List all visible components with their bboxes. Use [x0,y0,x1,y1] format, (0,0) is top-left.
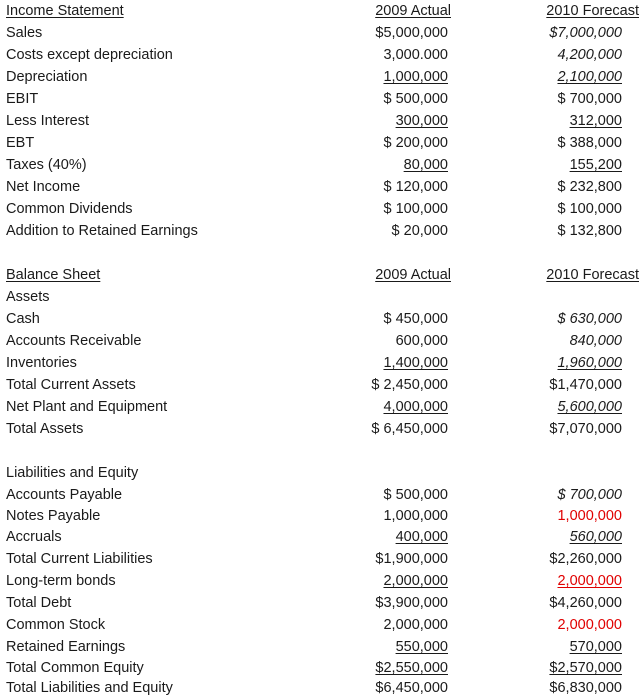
forecast-value: 560,000 [569,529,622,545]
forecast-value: $2,570,000 [549,660,622,676]
actual-value: $6,450,000 [375,680,448,696]
row-label: Common Dividends [6,201,133,217]
forecast-value: $7,070,000 [549,421,622,437]
row-label: Accruals [6,529,62,545]
row-label: Cash [6,311,40,327]
row-label: Total Current Liabilities [6,551,153,567]
income-row-taxes [0,154,642,176]
forecast-value: $ 100,000 [557,201,622,217]
forecast-value: 312,000 [569,113,622,129]
assets-heading: Assets [6,289,50,305]
actual-value: 2,000,000 [383,617,448,633]
actual-value: 1,000,000 [383,69,448,85]
income-row-interest [0,110,642,132]
liab-row-total-common-equity [0,657,642,679]
forecast-value: 2,000,000 [557,617,622,633]
income-row-dividends [0,198,642,220]
row-label: EBT [6,135,35,151]
asset-row-total-assets [0,418,642,440]
row-label: Accounts Receivable [6,333,142,349]
row-label: Less Interest [6,113,90,129]
row-label: Total Liabilities and Equity [6,680,173,696]
actual-value: $2,550,000 [375,660,448,676]
liab-row-accruals [0,526,642,548]
liabilities-heading: Liabilities and Equity [6,465,139,481]
row-label: Net Plant and Equipment [6,399,168,415]
row-label: Common Stock [6,617,106,633]
balance-sheet-header-row [0,264,642,286]
forecast-value: $7,000,000 [549,25,622,41]
actual-value: $ 20,000 [391,223,448,239]
actual-value: $ 6,450,000 [371,421,448,437]
income-row-sales [0,22,642,44]
forecast-value: 570,000 [569,639,622,655]
income-row-retained-addition [0,220,642,242]
actual-value: $3,900,000 [375,595,448,611]
forecast-value: 5,600,000 [557,399,622,415]
asset-row-total-current [0,374,642,396]
actual-value: 1,400,000 [383,355,448,371]
forecast-value: $ 700,000 [557,91,622,107]
liab-row-common-stock [0,614,642,636]
income-statement-header-row [0,0,642,22]
actual-value: $ 500,000 [383,487,448,503]
actual-value: $ 450,000 [383,311,448,327]
forecast-value: $2,260,000 [549,551,622,567]
forecast-value: 4,200,000 [557,47,622,63]
liab-row-total-debt [0,592,642,614]
row-label: Sales [6,25,43,41]
forecast-value: $ 700,000 [557,487,622,503]
forecast-value: 2,000,000 [557,573,622,589]
row-label: Taxes (40%) [6,157,87,173]
actual-value: 300,000 [395,113,448,129]
actual-value: 2,000,000 [383,573,448,589]
actual-value: $ 100,000 [383,201,448,217]
row-label: Total Common Equity [6,660,144,676]
asset-row-inventories [0,352,642,374]
actual-value: $1,900,000 [375,551,448,567]
actual-value: 550,000 [395,639,448,655]
row-label: Inventories [6,355,77,371]
income-col-2010-header: 2010 Forecast [546,3,639,19]
row-label: Costs except depreciation [6,47,173,63]
row-label: Total Current Assets [6,377,136,393]
row-label: Long-term bonds [6,573,116,589]
income-statement-title: Income Statement [6,3,124,19]
liab-row-total-current [0,548,642,570]
liabilities-heading-row [0,462,642,484]
row-label: Net Income [6,179,81,195]
row-label: Notes Payable [6,508,101,524]
forecast-value: $ 630,000 [557,311,622,327]
asset-row-receivables [0,330,642,352]
actual-value: 400,000 [395,529,448,545]
assets-heading-row [0,286,642,308]
income-row-ebt [0,132,642,154]
balance-sheet-title: Balance Sheet [6,267,101,283]
forecast-value: $6,830,000 [549,680,622,696]
actual-value: 1,000,000 [383,508,448,524]
row-label: Addition to Retained Earnings [6,223,198,239]
forecast-value: $4,260,000 [549,595,622,611]
liab-row-accounts-payable [0,484,642,506]
asset-row-net-plant [0,396,642,418]
income-row-net-income [0,176,642,198]
liab-row-notes-payable [0,505,642,527]
actual-value: 3,000.000 [383,47,448,63]
forecast-value: $ 388,000 [557,135,622,151]
forecast-value: 1,000,000 [557,508,622,524]
asset-row-cash [0,308,642,330]
forecast-value: $ 132,800 [557,223,622,239]
forecast-value: 2,100,000 [557,69,622,85]
row-label: Accounts Payable [6,487,123,503]
row-label: EBIT [6,91,39,107]
row-label: Retained Earnings [6,639,126,655]
actual-value: 600,000 [395,333,448,349]
actual-value: $ 200,000 [383,135,448,151]
income-row-ebit [0,88,642,110]
forecast-value: 1,960,000 [557,355,622,371]
income-col-2009-header: 2009 Actual [375,3,451,19]
actual-value: 4,000,000 [383,399,448,415]
balance-col-2009-header: 2009 Actual [375,267,451,283]
forecast-value: $1,470,000 [549,377,622,393]
liab-row-retained-earnings [0,636,642,658]
actual-value: $5,000,000 [375,25,448,41]
actual-value: $ 2,450,000 [371,377,448,393]
forecast-value: 155,200 [569,157,622,173]
row-label: Total Debt [6,595,72,611]
balance-col-2010-header: 2010 Forecast [546,267,639,283]
income-row-depreciation [0,66,642,88]
liab-row-long-term-bonds [0,570,642,592]
row-label: Total Assets [6,421,84,437]
actual-value: $ 500,000 [383,91,448,107]
actual-value: 80,000 [403,157,448,173]
actual-value: $ 120,000 [383,179,448,195]
row-label: Depreciation [6,69,88,85]
income-row-costs [0,44,642,66]
forecast-value: 840,000 [569,333,622,349]
forecast-value: $ 232,800 [557,179,622,195]
